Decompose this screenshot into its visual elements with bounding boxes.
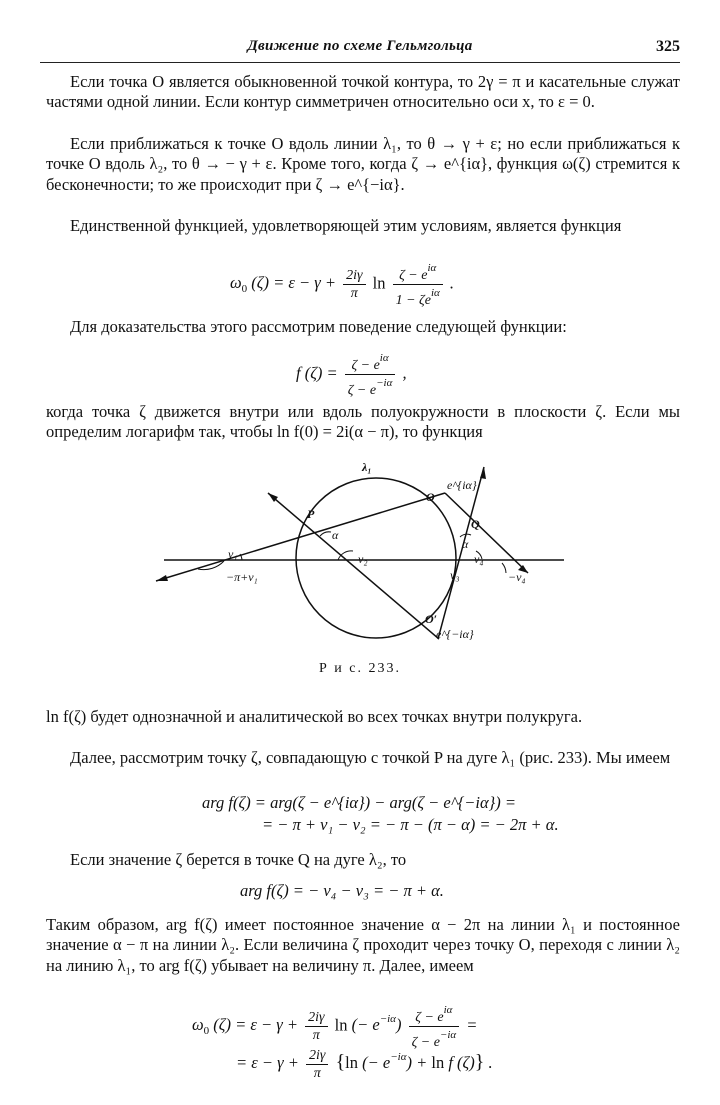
arc-minus-nu4: [502, 563, 506, 573]
equation-arg-line1: arg f(ζ) = arg(ζ − e^{iα}) − arg(ζ − e^{−iα}) =: [202, 793, 517, 812]
label-minus-nu4: −ν₄: [508, 570, 526, 584]
label-nu2: ν₂: [358, 552, 368, 566]
label-O-prime: O′: [425, 612, 438, 626]
paragraph-2: Если приближаться к точке O вдоль линии λ₁, то θ → γ + ε; но если приближаться к точке O вдоль λ₂, то θ → − γ + ε. Кроме того, когда ζ → e^{iα}, функция ω(ζ) стремится к бесконечности; то же происходит при ζ → e^{−iα}.: [46, 134, 680, 194]
paragraph-1: Если точка O является обыкновенной точкой контура, то 2γ = π и касательные служат частями одной линии. Если контур симметричен относительно оси x, то ε = 0.: [46, 72, 680, 112]
paragraph-4: Для доказательства этого рассмотрим поведение следующей функции:: [70, 317, 567, 336]
label-Q: Q: [471, 517, 480, 531]
paragraph-6: ln f(ζ) будет однозначной и аналитической во всех точках внутри полукруга.: [46, 707, 583, 726]
paragraph-5: когда точка ζ движется внутри или вдоль полуокружности в плоскости ζ. Если мы определим логарифм так, чтобы ln f(0) = 2i(α − π), то функция: [46, 402, 680, 442]
paragraph-9: Таким образом, arg f(ζ) имеет постоянное значение α − 2π на линии λ₁ и постоянное значение α − π на линии λ₂. Если величина ζ проходит через точку O, переходя с линии λ₂ на линию λ₁, то arg f(ζ) убывает на величину π. Далее, имеем: [46, 915, 681, 975]
line-to-e-mia: [268, 493, 439, 639]
label-e-mia: e^{−iα}: [436, 627, 474, 641]
arc-minus-pi-nu1: [198, 561, 224, 570]
figure-233: [140, 455, 580, 655]
equation-f-render: f (ζ) = $\frac{\zeta - e^{i\alpha}}{\zeta - e^{-i\alpha}}$ ,: [296, 352, 407, 398]
running-header: [40, 38, 680, 63]
line-to-e-ia: [156, 493, 445, 581]
page-number: 325: [656, 38, 680, 55]
equation-arg-q: arg f(ζ) = − ν₄ − ν₃ = − π + α.: [240, 881, 444, 900]
label-e-ia: e^{iα}: [447, 478, 477, 492]
equation-omega0-render: $\omega_0$ (ζ) = ε − γ + $\frac{2i\gamma}{\pi}$ ln $\frac{\zeta - e^{i\alpha}}{1 - \zeta e^{i\alpha}}$ .: [230, 262, 455, 308]
label-lambda1: λ₁: [362, 460, 372, 474]
label-nu1: ν₁: [228, 547, 238, 561]
label-O: O: [426, 490, 435, 504]
label-P: P: [307, 507, 315, 521]
line-q-lower: [445, 493, 528, 573]
paragraph-8: Если значение ζ берется в точке Q на дуге λ₂, то: [70, 850, 407, 869]
arrow-lower-left: [156, 575, 168, 581]
label-minus-pi-plus-nu1: −π+ν₁: [226, 570, 258, 584]
label-alpha-q: α: [462, 537, 469, 551]
equation-arg-line2: = − π + ν₁ − ν₂ = − π − (π − α) = − 2π + α.: [262, 815, 559, 834]
arc-alpha-p: [320, 532, 331, 536]
running-title: Движение по схеме Гельмгольца: [247, 38, 473, 54]
paragraph-7: Далее, рассмотрим точку ζ, совпадающую с точкой P на дуге λ₁ (рис. 233). Мы имеем: [70, 748, 671, 767]
equation-omega0-expanded-render: $\omega_0$ (ζ) = ε − γ + $\frac{2i\gamma}{\pi}$ ln (− $e^{-i\alpha}$) $\frac{\zeta - e^{i\alpha}}{\zeta - e^{-i\alpha}}$ =: [192, 1004, 478, 1050]
equation-omega0-expanded-render-2: = ε − γ + $\frac{2i\gamma}{\pi}$ {ln (− $e^{-i\alpha}) + \ln f$ (ζ)} .: [236, 1047, 493, 1081]
paragraph-3: Единственной функцией, удовлетворяющей этим условиям, является функция: [70, 216, 622, 235]
label-nu3: ν₃: [450, 568, 460, 582]
figure-caption: Р и с. 233.: [319, 661, 401, 676]
label-nu4: ν₄: [474, 552, 484, 566]
label-alpha-p: α: [332, 528, 339, 542]
